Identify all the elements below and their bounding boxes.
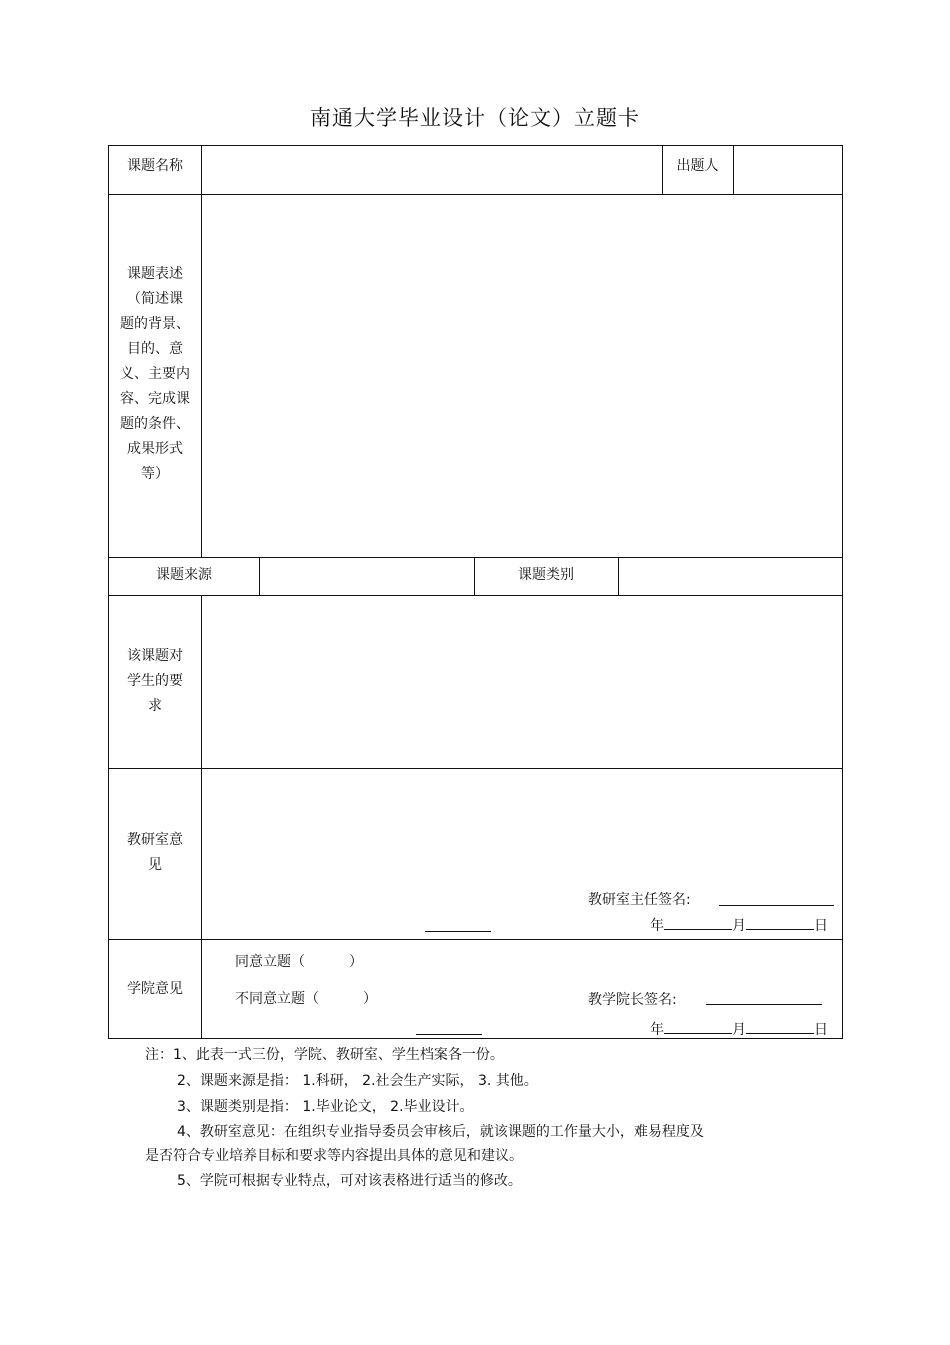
month-label: 月 bbox=[732, 918, 746, 934]
page-title: 南通大学毕业设计（论文）立题卡 bbox=[310, 106, 640, 130]
year-label: 年 bbox=[650, 918, 664, 934]
source-field[interactable] bbox=[260, 558, 474, 595]
description-label bbox=[109, 262, 201, 487]
agree-close: ） bbox=[349, 954, 363, 970]
description-field[interactable] bbox=[202, 195, 842, 557]
agree-label: 同意立题（ bbox=[235, 954, 305, 970]
label-line: 义、主要内 bbox=[120, 366, 190, 382]
label-line: 教研室意 bbox=[127, 832, 183, 848]
dept-date bbox=[650, 915, 828, 935]
college-opinion-label: 学院意见 bbox=[127, 981, 183, 997]
day-input-line[interactable] bbox=[746, 915, 814, 930]
disagree-option[interactable] bbox=[235, 988, 377, 1008]
category-field[interactable] bbox=[619, 558, 842, 595]
proposer-label: 出题人 bbox=[676, 158, 719, 174]
label-line: 学生的要 bbox=[127, 673, 183, 689]
year-label: 年 bbox=[650, 1022, 664, 1038]
dean-signature-label: 教学院长签名: bbox=[588, 992, 677, 1008]
note-4-continued: 是否符合专业培养目标和要求等内容提出具体的意见和建议。 bbox=[145, 1148, 523, 1164]
college-date bbox=[650, 1019, 828, 1039]
topic-name-field[interactable] bbox=[202, 146, 662, 194]
label-line: 课题表述 bbox=[127, 266, 183, 282]
month-input-line[interactable] bbox=[664, 1019, 732, 1034]
label-line: （简述课 bbox=[127, 291, 183, 307]
month-label: 月 bbox=[732, 1022, 746, 1038]
label-line: 该课题对 bbox=[127, 648, 183, 664]
label-line: 题的条件、 bbox=[120, 416, 190, 432]
row-divider bbox=[109, 939, 842, 940]
dept-opinion-label bbox=[109, 828, 201, 878]
dean-signature-line[interactable] bbox=[706, 1004, 822, 1005]
proposer-field[interactable] bbox=[734, 146, 842, 194]
day-label: 日 bbox=[814, 1022, 828, 1038]
agree-option[interactable] bbox=[235, 951, 363, 971]
row-divider bbox=[109, 768, 842, 769]
requirements-label bbox=[109, 644, 201, 719]
category-label: 课题类别 bbox=[518, 567, 574, 583]
note-5: 5、学院可根据专业特点，可对该表格进行适当的修改。 bbox=[177, 1173, 522, 1189]
disagree-label: 不同意立题（ bbox=[235, 991, 319, 1007]
topic-name-label: 课题名称 bbox=[127, 158, 183, 174]
dept-head-signature-line[interactable] bbox=[719, 905, 834, 906]
signature-underline bbox=[425, 931, 491, 932]
note-3: 3、课题类别是指： 1.毕业论文， 2.毕业设计。 bbox=[177, 1099, 474, 1115]
label-line: 容、完成课 bbox=[120, 391, 190, 407]
label-line: 目的、意 bbox=[127, 341, 183, 357]
day-input-line[interactable] bbox=[746, 1019, 814, 1034]
disagree-close: ） bbox=[363, 991, 377, 1007]
note-1: 注：1、此表一式三份，学院、教研室、学生档案各一份。 bbox=[145, 1047, 504, 1063]
label-line: 成果形式 bbox=[127, 441, 183, 457]
month-input-line[interactable] bbox=[664, 915, 732, 930]
label-line: 见 bbox=[148, 857, 162, 873]
source-label: 课题来源 bbox=[156, 567, 212, 583]
day-label: 日 bbox=[814, 918, 828, 934]
label-line: 题的背景、 bbox=[120, 316, 190, 332]
requirements-field[interactable] bbox=[202, 596, 842, 768]
proposal-form-table bbox=[108, 145, 843, 1039]
label-line: 求 bbox=[148, 698, 162, 714]
dept-head-signature-label: 教研室主任签名: bbox=[588, 892, 691, 908]
signature-underline bbox=[416, 1034, 482, 1035]
note-4: 4、教研室意见：在组织专业指导委员会审核后，就该课题的工作量大小，难易程度及 bbox=[177, 1124, 704, 1140]
note-2: 2、课题来源是指： 1.科研， 2.社会生产实际， 3. 其他。 bbox=[177, 1073, 538, 1089]
label-line: 等） bbox=[141, 466, 169, 482]
